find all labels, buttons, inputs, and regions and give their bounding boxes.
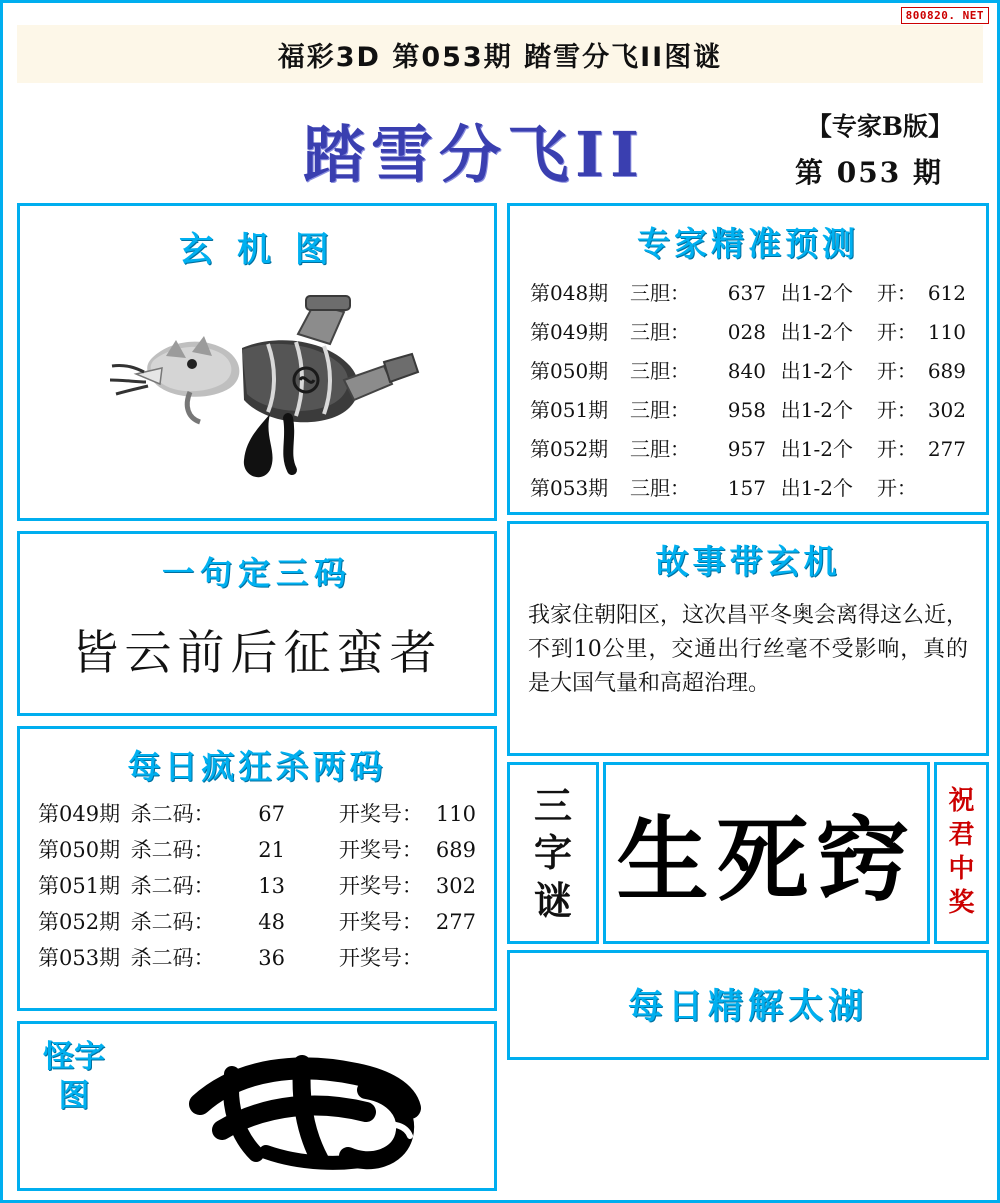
row-kill-label: 杀二码： <box>130 910 215 934</box>
table-row <box>38 942 476 972</box>
row-hit-note: 出1-2个 <box>780 359 853 383</box>
row-open-value: 110 <box>435 802 477 826</box>
row-issue: 第052期 <box>38 910 121 934</box>
cartoon-figure-wrap <box>20 275 494 490</box>
cartoon-figure-icon <box>92 288 422 478</box>
row-hit-note: 出1-2个 <box>780 437 853 461</box>
row-open-label: 开： <box>876 398 917 422</box>
edition-badge: 【专家B版】 <box>806 112 953 141</box>
row-hit-note: 出1-2个 <box>780 476 853 500</box>
yuce-heading: 专家精准预测 <box>637 224 859 263</box>
table-row <box>38 834 476 864</box>
shaliang-heading: 每日疯狂杀两码 <box>127 747 387 786</box>
panel-story <box>507 521 989 756</box>
row-kill-value: 67 <box>258 802 286 826</box>
row-open-label: 开奖号： <box>338 838 423 862</box>
gushi-body: 我家住朝阳区，这次昌平冬奥会离得这么近，不到10公里，交通出行丝毫不受影响，真的是大国气量和高超治理。 <box>528 603 969 697</box>
title-row <box>3 99 1000 195</box>
luck-char-1: 祝 <box>948 786 975 817</box>
table-row <box>530 472 966 501</box>
yiju-phrase: 皆云前后征蛮者 <box>71 626 443 681</box>
luck-char-3: 中 <box>948 854 975 884</box>
guaizi-char-1: 怪字图 <box>43 1039 105 1114</box>
row-open-label: 开奖号： <box>338 946 423 970</box>
panel-riddle-answer <box>603 762 930 944</box>
row-open-value: 277 <box>927 437 967 461</box>
row-dan-value: 637 <box>727 281 766 305</box>
row-kill-label: 杀二码： <box>130 946 215 970</box>
row-issue: 第051期 <box>530 398 609 422</box>
luck-char-2: 君 <box>948 820 975 851</box>
row-open-label: 开奖号： <box>338 874 423 898</box>
table-row <box>530 316 966 345</box>
row-issue: 第050期 <box>530 359 609 383</box>
sanzi-char-2: 字 <box>533 830 572 876</box>
panel-xuanjitu <box>17 203 497 521</box>
row-open-label: 开： <box>876 281 917 305</box>
row-issue: 第048期 <box>530 281 609 305</box>
row-dan-label: 三胆： <box>630 359 691 383</box>
yiju-heading: 一句定三码 <box>161 554 352 592</box>
row-dan-value: 958 <box>727 398 766 422</box>
table-row <box>38 906 476 936</box>
taihu-heading: 每日精解太湖 <box>627 986 868 1027</box>
sanzi-char-3: 谜 <box>533 877 572 923</box>
row-dan-label: 三胆： <box>630 398 691 422</box>
panel-guaizitu <box>17 1021 497 1191</box>
row-dan-label: 三胆： <box>630 320 691 344</box>
riddle-word: 生死窍 <box>616 806 917 914</box>
row-kill-value: 36 <box>258 946 286 970</box>
sanzi-char-1: 三 <box>533 782 572 828</box>
row-dan-value: 957 <box>727 437 766 461</box>
row-issue: 第050期 <box>38 838 121 862</box>
issue-number: 第 053 期 <box>795 156 943 189</box>
panel-taihu <box>507 950 989 1060</box>
panel-expert-forecast <box>507 203 989 515</box>
row-kill-label: 杀二码： <box>130 874 215 898</box>
row-issue: 第049期 <box>38 802 121 826</box>
row-issue: 第052期 <box>530 437 609 461</box>
row-kill-value: 13 <box>258 874 286 898</box>
yuce-rows <box>510 277 986 501</box>
row-issue: 第053期 <box>530 476 609 500</box>
site-watermark: 800820. NET <box>901 7 989 24</box>
row-open-value: 689 <box>435 838 477 862</box>
row-dan-label: 三胆： <box>630 437 691 461</box>
row-open-value: 302 <box>435 874 477 898</box>
row-open-label: 开： <box>876 359 917 383</box>
row-kill-label: 杀二码： <box>130 838 215 862</box>
row-issue: 第051期 <box>38 874 121 898</box>
xuanjitu-heading: 玄 机 图 <box>179 230 335 270</box>
row-open-label: 开： <box>876 320 917 344</box>
table-row <box>530 433 966 462</box>
guaizi-label <box>38 1038 110 1116</box>
row-open-value: 612 <box>927 281 967 305</box>
row-open-label: 开奖号： <box>338 802 423 826</box>
row-kill-value: 21 <box>258 838 286 862</box>
row-kill-label: 杀二码： <box>130 802 215 826</box>
shaliang-rows <box>20 798 494 972</box>
row-hit-note: 出1-2个 <box>780 281 853 305</box>
row-open-label: 开： <box>876 437 917 461</box>
table-row <box>530 355 966 384</box>
row-open-value: 302 <box>927 398 967 422</box>
row-dan-value: 157 <box>727 476 766 500</box>
table-row <box>38 798 476 828</box>
row-issue: 第049期 <box>530 320 609 344</box>
row-dan-label: 三胆： <box>630 281 691 305</box>
good-luck-vertical <box>937 765 986 941</box>
gushi-heading: 故事带玄机 <box>655 542 841 581</box>
row-open-value: 110 <box>927 320 967 344</box>
calligraphy-glyph-icon <box>170 1034 470 1184</box>
row-kill-value: 48 <box>258 910 286 934</box>
main-title: 踏雪分飞II <box>303 118 646 191</box>
header-bar <box>17 25 983 83</box>
sanzi-vertical-label <box>510 765 596 941</box>
panel-sanzimi <box>507 762 599 944</box>
row-dan-label: 三胆： <box>630 476 691 500</box>
table-row <box>530 277 966 306</box>
row-open-value: 277 <box>435 910 477 934</box>
page-title: 福彩3D 第053期 踏雪分飞II图谜 <box>277 41 723 73</box>
row-dan-value: 028 <box>727 320 766 344</box>
table-row <box>38 870 476 900</box>
luck-char-4: 奖 <box>948 887 975 918</box>
panel-good-luck <box>934 762 989 944</box>
row-hit-note: 出1-2个 <box>780 398 853 422</box>
panel-yiju-ding-sanma <box>17 531 497 716</box>
panel-daily-kill-two <box>17 726 497 1011</box>
row-open-value: 689 <box>927 359 967 383</box>
row-dan-value: 840 <box>727 359 766 383</box>
row-open-label: 开： <box>876 476 917 500</box>
table-row <box>530 394 966 423</box>
row-open-label: 开奖号： <box>338 910 423 934</box>
row-hit-note: 出1-2个 <box>780 320 853 344</box>
row-issue: 第053期 <box>38 946 121 970</box>
